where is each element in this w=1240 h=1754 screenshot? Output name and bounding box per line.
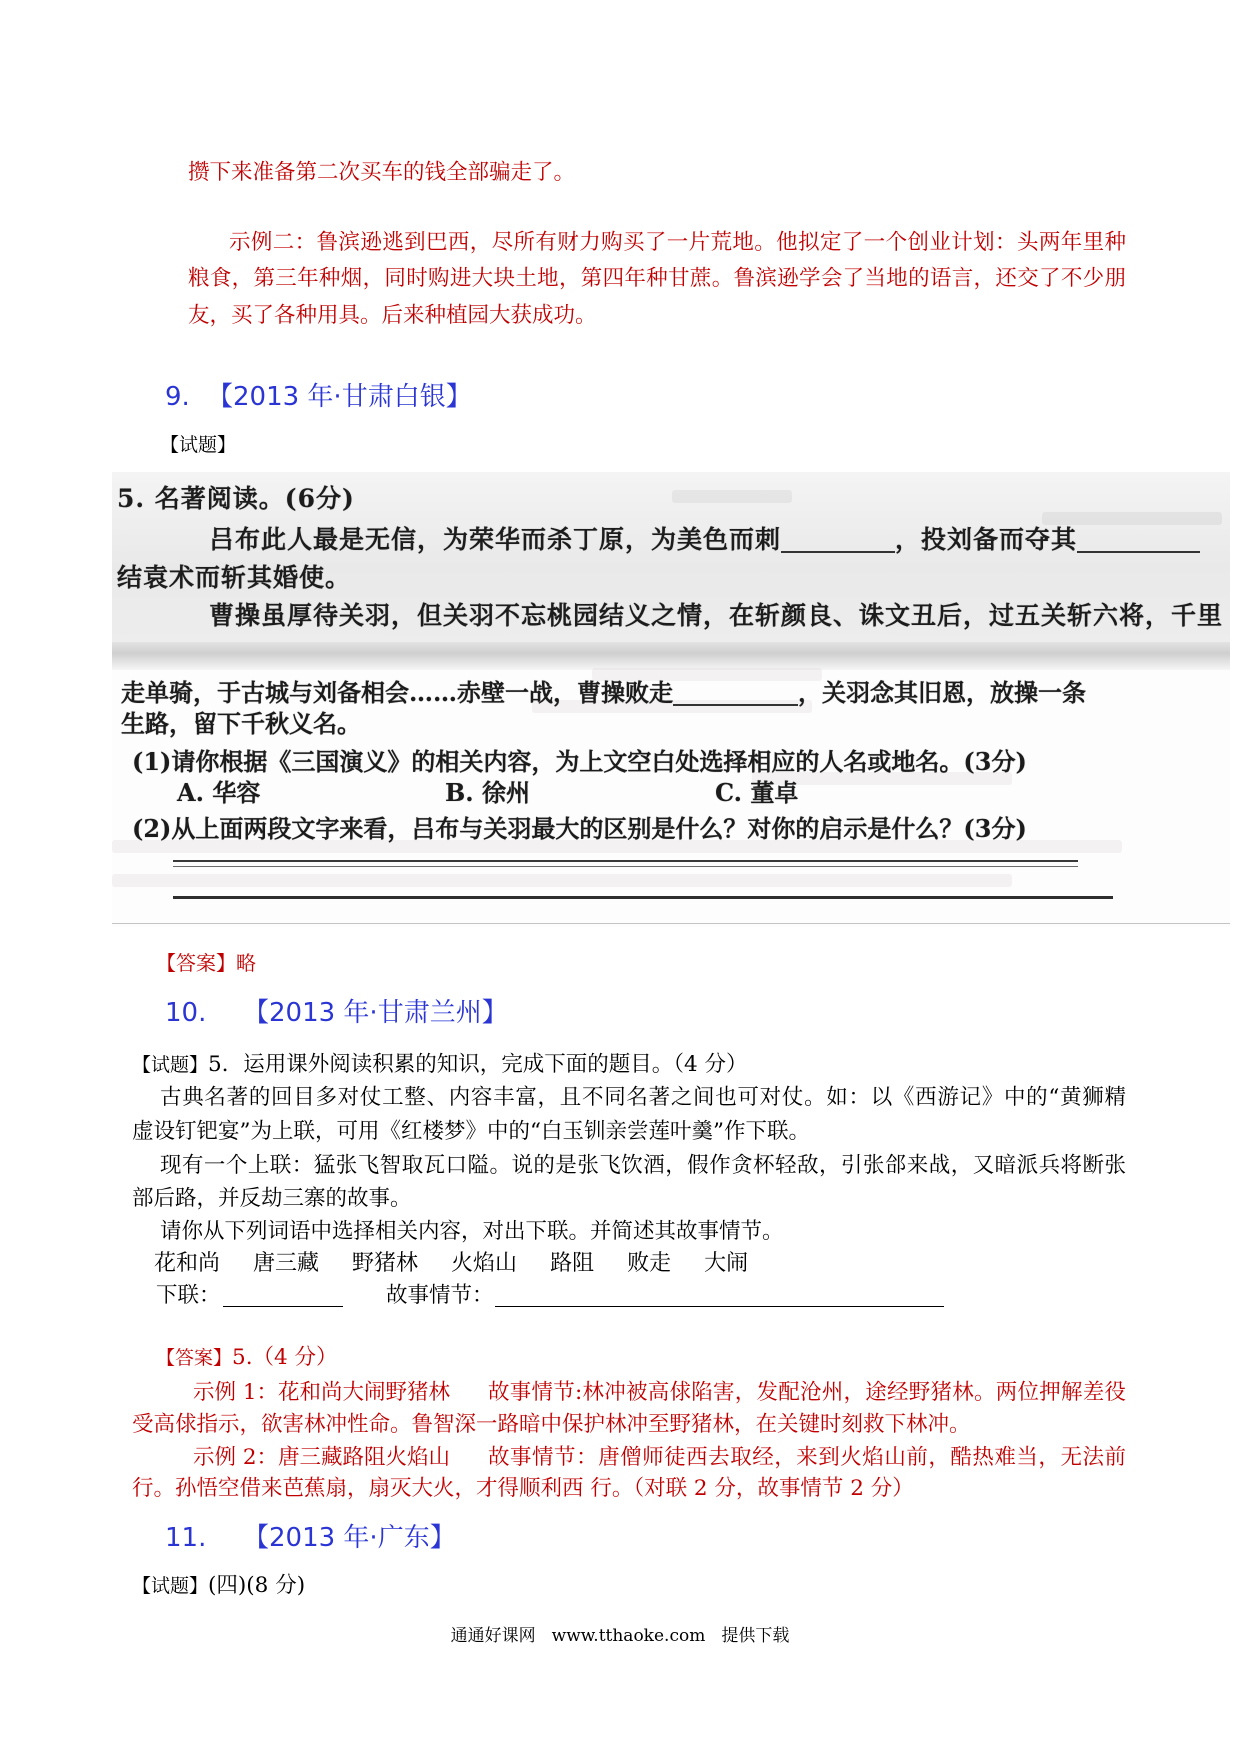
fill-in-blank — [1077, 529, 1200, 553]
lower-couplet-label: 下联： — [156, 1283, 221, 1308]
lower-couplet-blank — [223, 1282, 343, 1307]
scan-question-title: 5. 名著阅读。(6分) — [117, 484, 355, 513]
upper-couplet-line-1 — [160, 1152, 1126, 1180]
word-bank-item: 大闹 — [704, 1251, 749, 1276]
plot-blank — [495, 1282, 944, 1307]
question-label: 【试题】 — [132, 1054, 209, 1076]
scan-answer-line — [173, 896, 1113, 899]
plot-label: 故事情节： — [386, 1283, 494, 1308]
scan-paragraph-2-line-2 — [121, 677, 1086, 709]
example-2-plot-line-1: 故事情节：唐僧师徒西去取经，来到火焰山前，酷热难当，无法前 — [488, 1445, 1126, 1470]
question-11-number: 11. — [165, 1523, 207, 1553]
scan-subquestion-2: (2)从上面两段文字来看，吕布与关羽最大的区别是什么？对你的启示是什么？(3分) — [132, 814, 1027, 843]
scan-bottom-edge — [112, 923, 1230, 924]
scan-option-c: C. 董卓 — [715, 778, 799, 807]
example-1-heading: 示例 1：花和尚大闹野猪林 — [193, 1380, 451, 1405]
scan-text: ，投刘备而夺其 — [895, 525, 1078, 554]
question-text: (四)(8 分) — [208, 1573, 306, 1598]
example-2-line-1: 示例二：鲁滨逊逃到巴西，尽所有财力购买了一片荒地。他拟定了一个创业计划：头两年里种 — [229, 230, 1126, 255]
example-2-heading: 示例 2：唐三藏路阻火焰山 — [193, 1445, 451, 1470]
word-bank-item: 野猪林 — [352, 1251, 419, 1276]
question-label: 【试题】 — [132, 1575, 209, 1597]
upper-couplet-line-2: 部后路，并反劫三寨的故事。 — [132, 1186, 412, 1211]
footer-url: www.tthaoke.com — [551, 1626, 706, 1646]
answer-text: 略 — [236, 951, 256, 975]
intro-line-2: 虚设钉钯宴”为上联，可用《红楼梦》中的“白玉钏亲尝莲叶羹”作下联。 — [132, 1119, 810, 1144]
upper-couplet-prefix: 现有一个上联： — [160, 1153, 314, 1178]
scan-text: 走单骑，于古城与刘备相会……赤壁一战，曹操败走 — [121, 678, 673, 707]
bleed-through-smudge — [112, 874, 1012, 887]
scan-text: 吕布此人最是无信，为荣华而杀丁原，为美色而刺 — [209, 525, 782, 554]
scan-paragraph-1-line-1 — [209, 524, 1200, 556]
scan-paragraph-2-line-3: 生路，留下千秋义名。 — [121, 709, 361, 738]
scan-fold-shadow — [112, 642, 1230, 670]
answer-label: 【答案】 — [156, 951, 236, 975]
question-11-title: 【2013 年·广东】 — [243, 1523, 456, 1553]
intro-line-1: 古典名著的回目多对仗工整、内容丰富，且不同名著之间也可对仗。如：以《西游记》中的“黄狮精 — [160, 1085, 1126, 1110]
footer-site-name: 通通好课网 — [450, 1626, 536, 1646]
example-1-plot-line-2: 受高俅指示，欲害林冲性命。鲁智深一路暗中保护林冲至野猪林，在关键时刻救下林冲。 — [132, 1412, 971, 1437]
word-bank-item: 火焰山 — [451, 1251, 518, 1276]
example-1-plot-line-1: 故事情节:林冲被高俅陷害，发配沧州，途经野猪林。两位押解差役 — [488, 1380, 1126, 1405]
word-bank-item: 唐三藏 — [253, 1251, 320, 1276]
answer-label: 【答案】 — [156, 1347, 233, 1369]
word-bank-item: 路阻 — [550, 1251, 595, 1276]
example-2-plot-line-2: 行。孙悟空借来芭蕉扇，扇灭大火，才得顺利西 行。（对联 2 分，故事情节 2 分） — [132, 1476, 914, 1501]
scan-subquestion-1: (1)请你根据《三国演义》的相关内容，为上文空白处选择相应的人名或地名。(3分) — [132, 747, 1027, 776]
question-9-title: 【2013 年·甘肃白银】 — [207, 382, 472, 412]
example-2-line-2: 粮食，第三年种烟，同时购进大块土地，第四年种甘蔗。鲁滨逊学会了当地的语言，还交了不少朋 — [188, 266, 1126, 291]
word-bank — [154, 1250, 748, 1278]
question-10-number: 10. — [165, 998, 207, 1028]
example-2-line-3: 友，买了各种用具。后来种植园大获成功。 — [188, 303, 597, 328]
question-9-answer — [156, 950, 256, 976]
page-footer — [0, 1624, 1240, 1648]
question-9-number: 9. — [165, 382, 190, 412]
question-11-prompt — [132, 1572, 305, 1600]
scanned-question-image — [112, 472, 1230, 927]
footer-suffix: 提供下载 — [721, 1626, 790, 1646]
scan-paragraph-1-line-2: 结袁术而斩其婚使。 — [117, 563, 352, 592]
bleed-through-smudge — [672, 490, 792, 503]
fill-in-blank — [673, 682, 798, 706]
scan-paragraph-2-line-1: 曹操虽厚待关羽，但关羽不忘桃园结义之情，在斩颜良、诛文丑后，过五关斩六将，千里 — [209, 601, 1224, 630]
question-9-label: 【试题】 — [160, 434, 237, 456]
fill-in-blank — [781, 529, 895, 553]
scan-text: ，关羽念其旧恩，放操一条 — [798, 678, 1086, 707]
question-text: 5．运用课外阅读积累的知识，完成下面的题目。（4 分） — [208, 1052, 748, 1077]
word-bank-item: 花和尚 — [154, 1251, 221, 1276]
question-10-prompt — [132, 1051, 747, 1079]
scan-option-a: A. 华容 — [177, 778, 261, 807]
word-bank-item: 败走 — [627, 1251, 672, 1276]
answer-text: 5.（4 分） — [232, 1345, 338, 1370]
scan-answer-line — [173, 860, 1078, 867]
scan-option-b: B. 徐州 — [445, 778, 530, 807]
question-10-answer — [156, 1344, 338, 1372]
question-10-title: 【2013 年·甘肃兰州】 — [243, 998, 508, 1028]
previous-answer-tail: 攒下来准备第二次买车的钱全部骗走了。 — [188, 160, 576, 185]
instruction: 请你从下列词语中选择相关内容，对出下联。并简述其故事情节。 — [160, 1219, 784, 1244]
upper-couplet-text: 猛张飞智取瓦口隘。说的是张飞饮酒，假作贪杯轻敌，引张郃来战，又暗派兵将断张 — [313, 1153, 1126, 1178]
